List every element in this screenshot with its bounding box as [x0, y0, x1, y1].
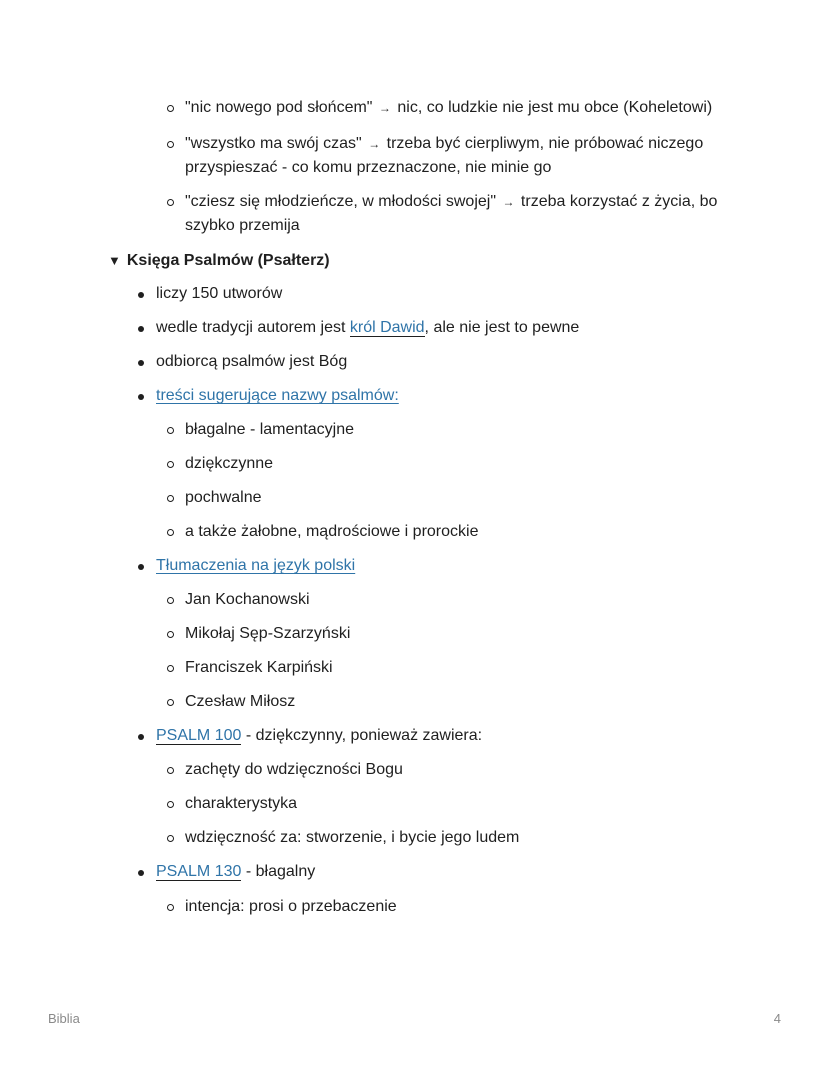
psalms-toggle-heading[interactable] [108, 250, 330, 272]
quote-text: "cziesz się młodzieńcze, w młodości swojej" [185, 193, 497, 210]
section-title: Księga Psalmów (Psałterz) [126, 252, 330, 269]
list-item [0, 554, 828, 578]
quote-text: "nic nowego pod słońcem" [185, 99, 373, 116]
list-item [0, 190, 828, 238]
list-item [0, 724, 828, 748]
psalms-list [0, 282, 828, 306]
psalms-list [0, 384, 828, 408]
list-item [0, 860, 828, 884]
arrow-icon: → [368, 137, 381, 151]
list-item: a także żałobne, mądrościowe i prorockie [0, 520, 828, 544]
psalm-types-sublist [0, 486, 828, 510]
toggle-triangle-icon[interactable]: ▼ [108, 253, 121, 268]
psalms-list [0, 724, 828, 748]
ecclesiastes-quotes-list [0, 190, 828, 238]
psalm-100-sublist [0, 826, 828, 850]
psalms-list [0, 316, 828, 340]
list-item: dziękczynne [0, 452, 828, 476]
psalm-types-sublist [0, 520, 828, 544]
item-text: , ale nie jest to pewne [424, 319, 580, 336]
item-text: trzeba być cierpliwym, nie próbować niczego [386, 135, 704, 152]
psalms-list [0, 554, 828, 578]
psalm-types-sublist [0, 452, 828, 476]
psalm-types-link[interactable]: treści sugerujące nazwy psalmów: [156, 387, 399, 404]
psalm-100-link[interactable]: PSALM 100 [156, 727, 242, 744]
arrow-icon: → [502, 195, 515, 209]
psalms-list [0, 860, 828, 884]
krol-dawid-link[interactable]: król Dawid [349, 319, 425, 336]
item-text: wedle tradycji autorem jest [156, 319, 350, 336]
list-item: charakterystyka [0, 792, 828, 816]
list-item: Czesław Miłosz [0, 690, 828, 714]
list-item [0, 316, 828, 340]
item-text: - błagalny [241, 863, 316, 880]
list-item: zachęty do wdzięczności Bogu [0, 758, 828, 782]
list-item: Jan Kochanowski [0, 588, 828, 612]
ecclesiastes-quotes-list [0, 132, 828, 180]
arrow-icon: → [378, 101, 391, 115]
item-text: odbiorcą psalmów jest Bóg [156, 353, 348, 370]
list-item: Mikołaj Sęp-Szarzyński [0, 622, 828, 646]
item-text: szybko przemija [185, 217, 300, 234]
list-item: pochwalne [0, 486, 828, 510]
item-text: - dziękczynny, ponieważ zawiera: [241, 727, 483, 744]
item-text: trzeba korzystać z życia, bo [520, 193, 718, 210]
list-item: Franciszek Karpiński [0, 656, 828, 680]
psalm-130-sublist [0, 895, 828, 919]
psalm-100-sublist [0, 758, 828, 782]
list-item [0, 384, 828, 408]
list-item: wdzięczność za: stworzenie, i bycie jego ludem [0, 826, 828, 850]
footer-title: Biblia [48, 1011, 80, 1026]
list-item [0, 132, 828, 180]
item-text: liczy 150 utworów [156, 285, 283, 302]
list-item: błagalne - lamentacyjne [0, 418, 828, 442]
translators-sublist [0, 588, 828, 612]
psalm-100-sublist [0, 792, 828, 816]
translators-sublist [0, 690, 828, 714]
ecclesiastes-quotes-list [0, 96, 828, 120]
translators-sublist [0, 656, 828, 680]
list-item [0, 282, 828, 306]
item-text: nic, co ludzkie nie jest mu obce (Koheletowi) [397, 99, 713, 116]
item-text: przyspieszać - co komu przeznaczone, nie minie go [185, 159, 552, 176]
list-item [0, 96, 828, 120]
psalms-list [0, 350, 828, 374]
page-number: 4 [773, 1011, 781, 1026]
psalm-130-link[interactable]: PSALM 130 [156, 863, 242, 880]
psalm-types-sublist [0, 418, 828, 442]
translations-link[interactable]: Tłumaczenia na język polski [156, 557, 356, 574]
list-item: intencja: prosi o przebaczenie [0, 895, 828, 919]
list-item [0, 350, 828, 374]
quote-text: "wszystko ma swój czas" [185, 135, 362, 152]
translators-sublist [0, 622, 828, 646]
